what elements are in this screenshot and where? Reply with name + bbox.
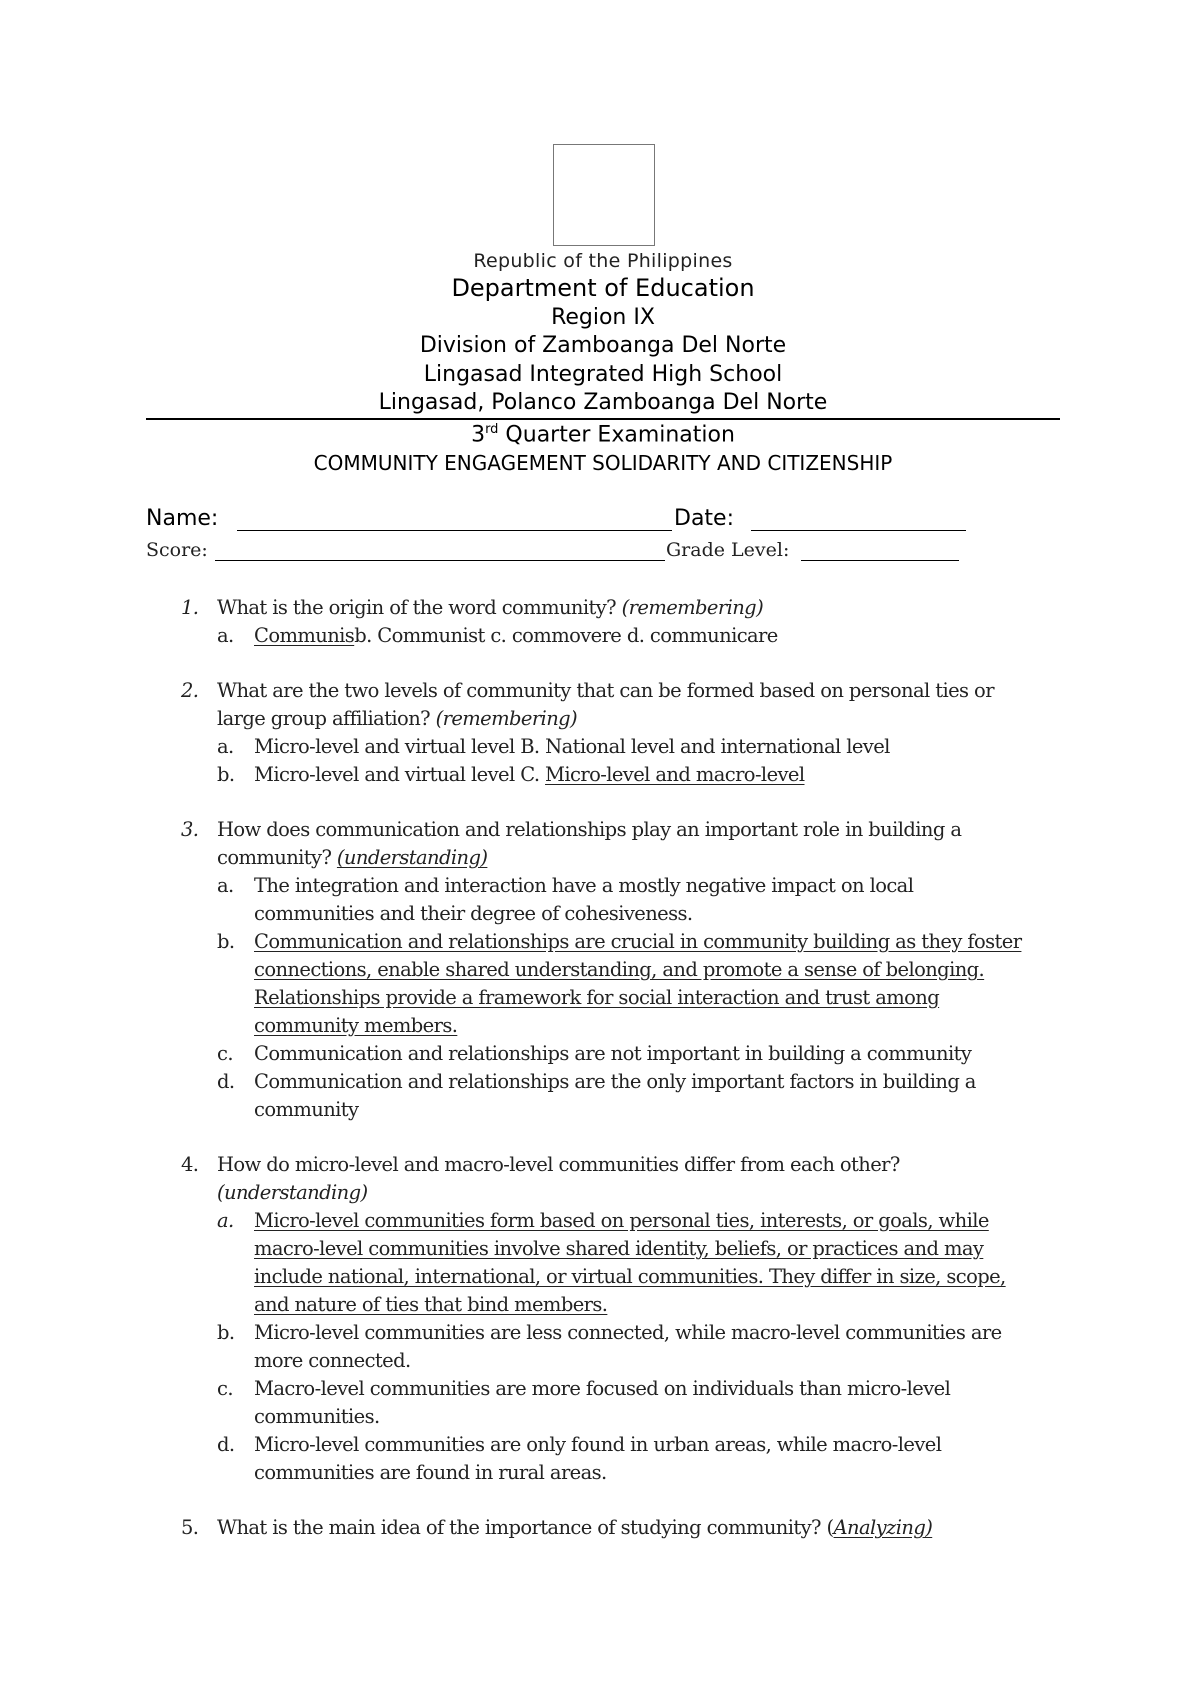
question-4-option-c-line-1[interactable]: Macro-level communities are more focused on individuals than micro-level bbox=[254, 1377, 951, 1400]
question-3-option-b-line-3[interactable]: Relationships provide a framework for social interaction and trust among bbox=[254, 986, 940, 1009]
question-1-number: 1. bbox=[181, 596, 199, 619]
header-republic: Republic of the Philippines bbox=[473, 250, 733, 272]
question-4-option-b-line-1[interactable]: Micro-level communities are less connected, while macro-level communities are bbox=[254, 1321, 1002, 1344]
question-4-option-d-line-2[interactable]: communities are found in rural areas. bbox=[254, 1461, 607, 1484]
header-address: Lingasad, Polanco Zamboanga Del Norte bbox=[378, 390, 828, 415]
name-field[interactable] bbox=[237, 530, 672, 531]
question-3-option-a-line-2[interactable]: communities and their degree of cohesiveness. bbox=[254, 902, 693, 925]
question-3-stem-line-1: How does communication and relationships play an important role in building a bbox=[217, 818, 962, 841]
exam-title-text: Quarter Examination bbox=[498, 422, 735, 448]
question-3-option-c-label: c. bbox=[217, 1042, 233, 1065]
header-department: Department of Education bbox=[451, 274, 755, 302]
question-4-option-b-line-2[interactable]: more connected. bbox=[254, 1349, 411, 1372]
question-2-stem-line-1: What are the two levels of community that can be formed based on personal ties or bbox=[217, 679, 994, 702]
date-field[interactable] bbox=[751, 530, 966, 531]
exam-title bbox=[146, 422, 1060, 447]
question-4-option-b-label: b. bbox=[217, 1321, 235, 1344]
header-region: Region IX bbox=[551, 305, 655, 330]
question-4-option-a-line-1[interactable]: Micro-level communities form based on personal ties, interests, or goals, while bbox=[254, 1209, 989, 1232]
grade-level-label: Grade Level: bbox=[666, 539, 790, 561]
question-5-number: 5. bbox=[181, 1516, 199, 1539]
question-1-options[interactable]: Communisb. Communist c. commovere d. communicare bbox=[254, 624, 778, 647]
question-4-stem: How do micro-level and macro-level communities differ from each other? bbox=[217, 1153, 900, 1176]
question-4-number: 4. bbox=[181, 1153, 199, 1176]
header-divider bbox=[146, 418, 1060, 420]
question-3-stem-line-2: community? (understanding) bbox=[217, 846, 488, 869]
question-4-option-a-line-2[interactable]: macro-level communities involve shared identity, beliefs, or practices and may bbox=[254, 1237, 984, 1260]
exam-ordinal: 3 bbox=[471, 422, 486, 448]
logo-placeholder bbox=[553, 144, 655, 246]
question-3-option-b-line-2[interactable]: connections, enable shared understanding, and promote a sense of belonging. bbox=[254, 958, 985, 981]
question-3-option-d-label: d. bbox=[217, 1070, 235, 1093]
question-3-option-b-line-4[interactable]: community members. bbox=[254, 1014, 458, 1037]
question-2-option-a-label: a. bbox=[217, 735, 234, 758]
exam-ordinal-suffix: rd bbox=[485, 422, 499, 437]
question-3-option-c[interactable]: Communication and relationships are not important in building a community bbox=[254, 1042, 972, 1065]
name-label: Name: bbox=[146, 506, 219, 531]
grade-level-field[interactable] bbox=[801, 560, 959, 561]
question-4-option-c-line-2[interactable]: communities. bbox=[254, 1405, 380, 1428]
question-3-option-d-line-2[interactable]: community bbox=[254, 1098, 359, 1121]
question-1-option-a-label: a. bbox=[217, 624, 234, 647]
question-3-option-a-label: a. bbox=[217, 874, 234, 897]
question-2-option-b[interactable]: Micro-level and virtual level C. Micro-level and macro-level bbox=[254, 763, 805, 786]
question-3-option-d-line-1[interactable]: Communication and relationships are the only important factors in building a bbox=[254, 1070, 976, 1093]
question-3-option-a-line-1[interactable]: The integration and interaction have a mostly negative impact on local bbox=[254, 874, 914, 897]
question-3-number: 3. bbox=[181, 818, 199, 841]
question-2-stem-line-2: large group affiliation? (remembering) bbox=[217, 707, 578, 730]
question-2-answer: Micro-level and macro-level bbox=[545, 763, 805, 786]
question-4-option-a-label: a. bbox=[217, 1209, 234, 1232]
question-5-stem: What is the main idea of the importance of studying community? (Analyzing) bbox=[217, 1516, 933, 1539]
question-1-answer: Communis bbox=[254, 624, 355, 647]
header-division: Division of Zamboanga Del Norte bbox=[419, 333, 787, 358]
question-4-level: (understanding) bbox=[217, 1181, 368, 1204]
question-3-option-b-line-1[interactable]: Communication and relationships are crucial in community building as they foster bbox=[254, 930, 1022, 953]
question-1-stem: What is the origin of the word community? (remembering) bbox=[217, 596, 764, 619]
score-label: Score: bbox=[146, 539, 208, 561]
question-4-option-d-line-1[interactable]: Micro-level communities are only found in urban areas, while macro-level bbox=[254, 1433, 942, 1456]
question-4-option-a-line-3[interactable]: include national, international, or virtual communities. They differ in size, scope, bbox=[254, 1265, 1006, 1288]
subject-title: COMMUNITY ENGAGEMENT SOLIDARITY AND CITIZENSHIP bbox=[313, 451, 893, 475]
question-2-option-a[interactable]: Micro-level and virtual level B. National level and international level bbox=[254, 735, 890, 758]
header-school: Lingasad Integrated High School bbox=[423, 362, 783, 387]
question-4-option-d-label: d. bbox=[217, 1433, 235, 1456]
score-field[interactable] bbox=[215, 560, 665, 561]
question-4-option-c-label: c. bbox=[217, 1377, 233, 1400]
question-3-option-b-label: b. bbox=[217, 930, 235, 953]
date-label: Date: bbox=[674, 506, 734, 531]
question-4-option-a-line-4[interactable]: and nature of ties that bind members. bbox=[254, 1293, 608, 1316]
question-2-option-b-label: b. bbox=[217, 763, 235, 786]
question-2-number: 2. bbox=[181, 679, 199, 702]
